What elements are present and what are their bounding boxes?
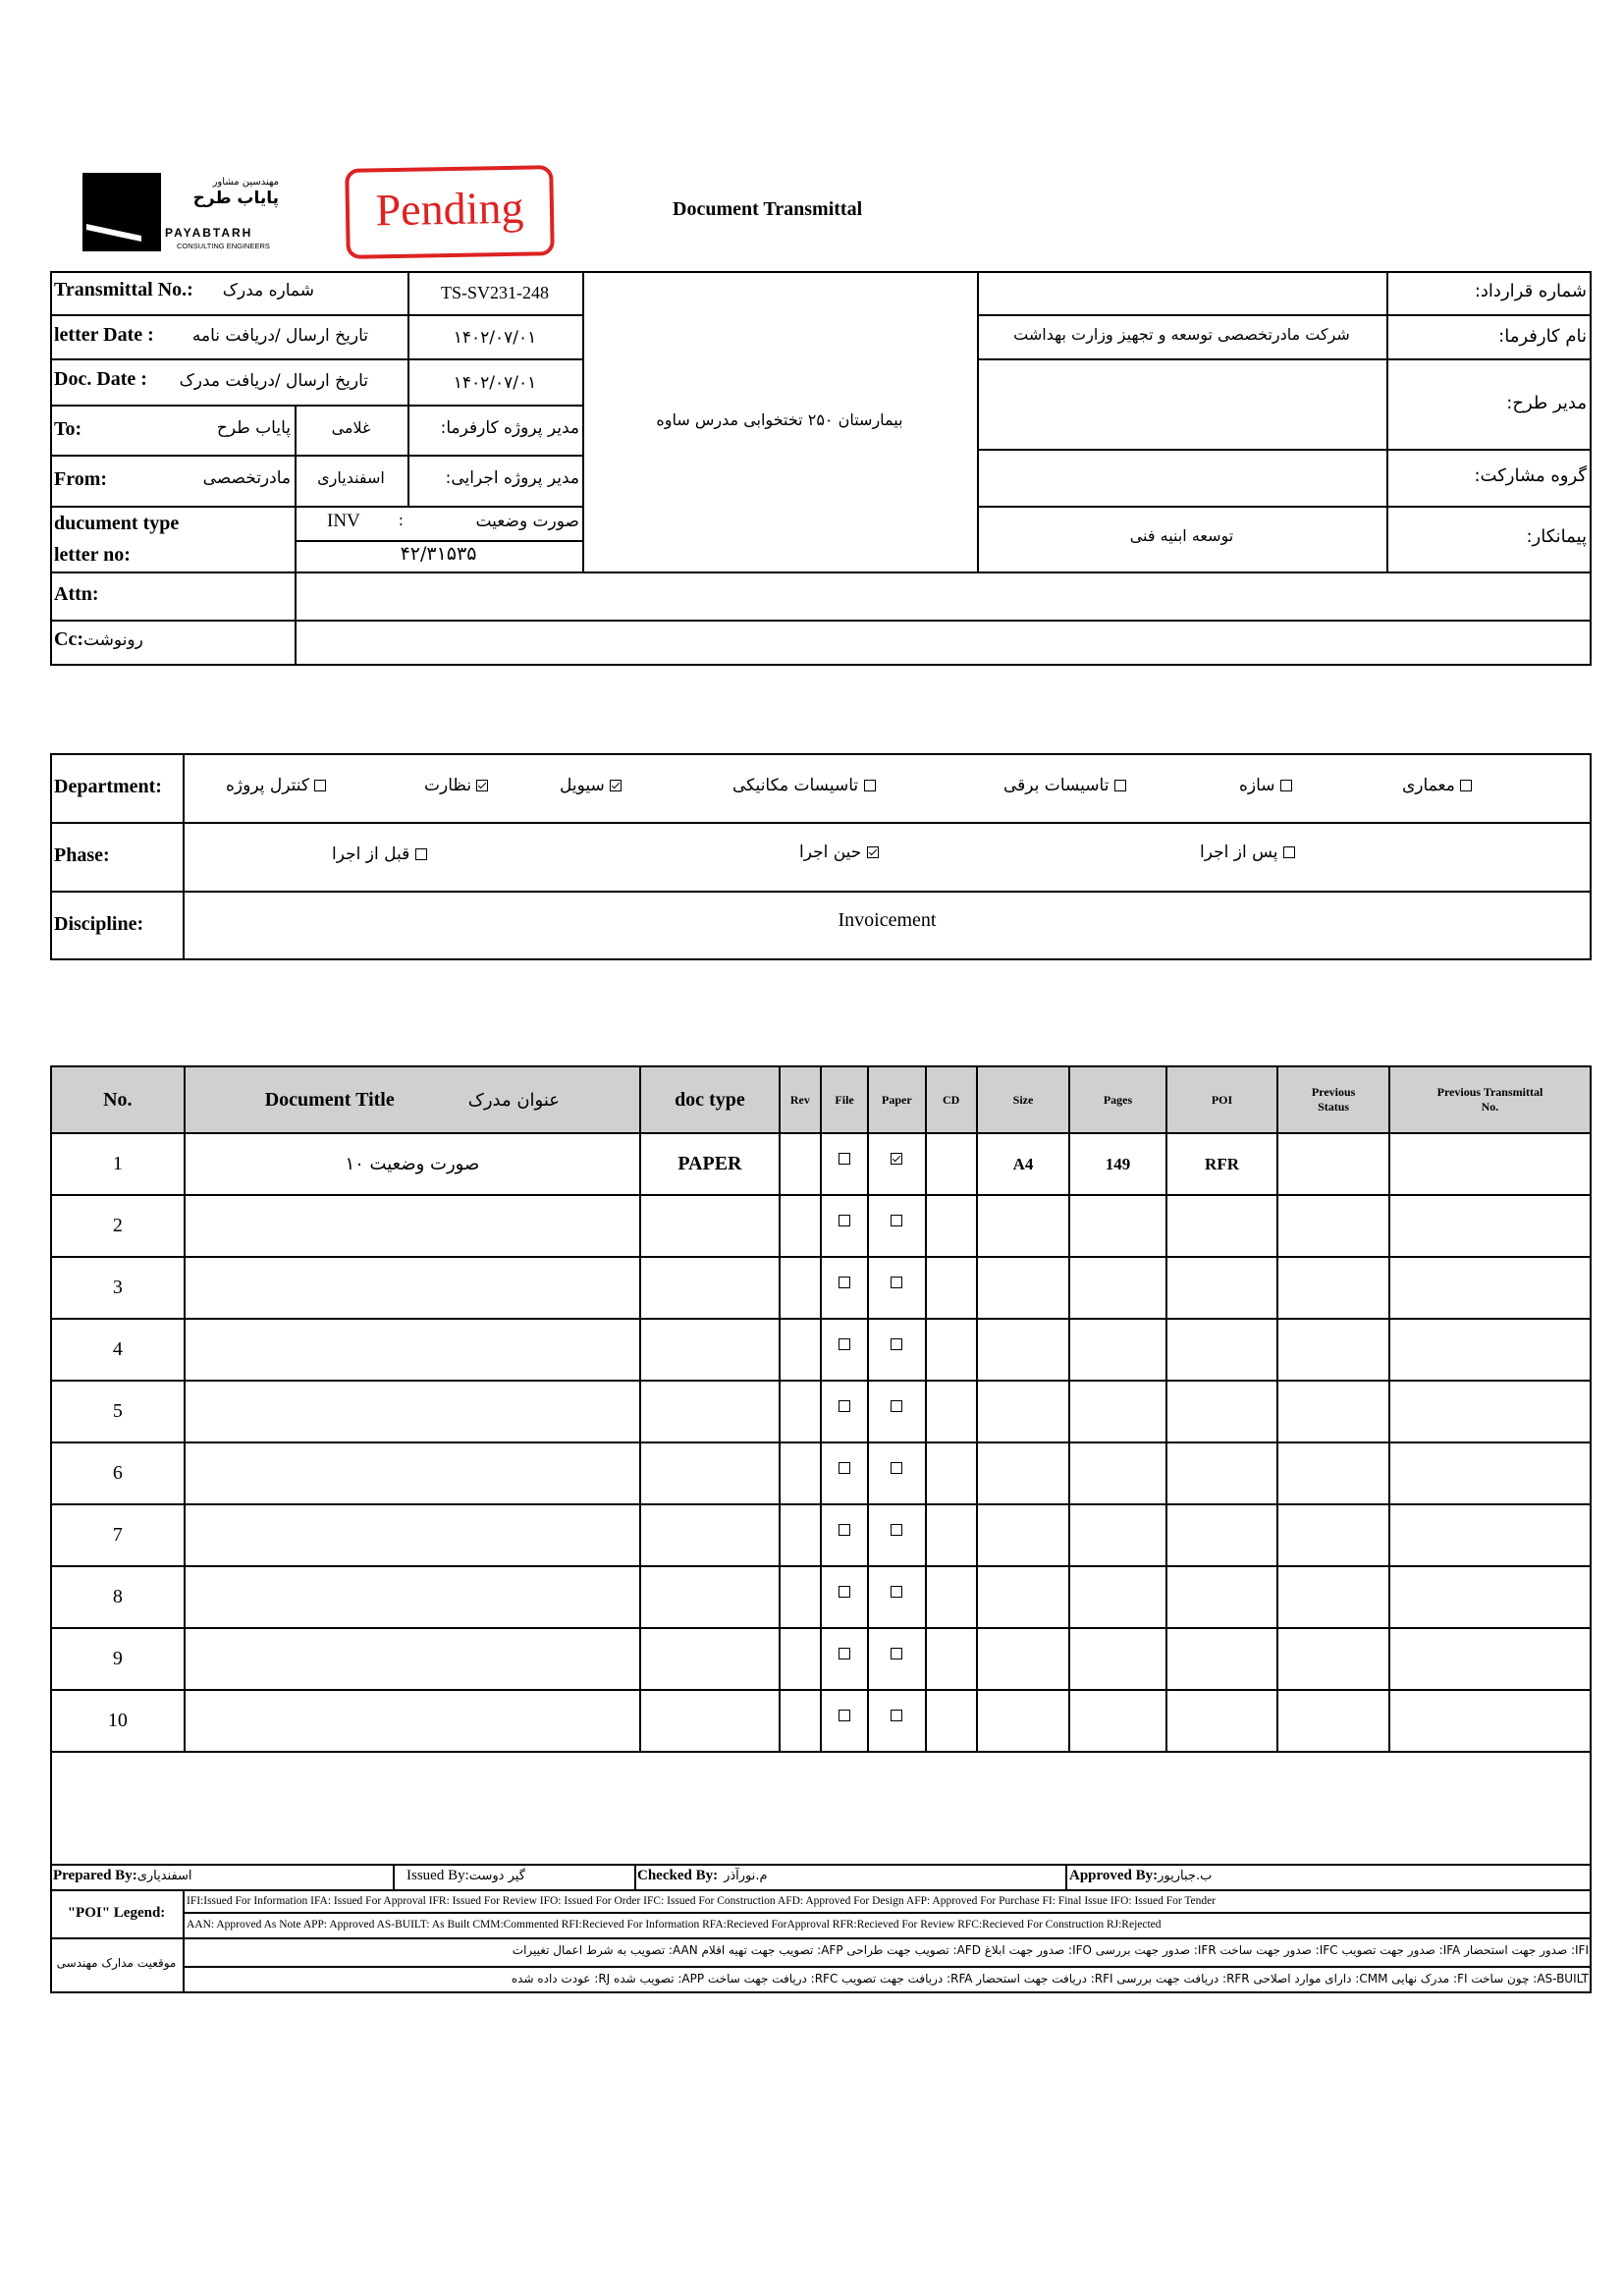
cell-document-title[interactable] (185, 1381, 640, 1442)
cell-doc-type[interactable] (640, 1690, 780, 1752)
status-legend-line-2: AS-BUILT: چون ساخت FI: مدرک نهایی CMM: دارای موارد اصلاحی RFR: دریافت جهت بررسی RFI: دریافت جهت استحضار RFA: دریافت جهت تصویب RFC: دریافت جهت ساخت APP: تصویب شده RJ: عودت داده شده (511, 1972, 1589, 1986)
logo-mark-icon (82, 173, 161, 251)
table-row (51, 1628, 1591, 1690)
document-type-value[interactable]: INV (327, 511, 360, 531)
cell-poi[interactable] (1166, 1566, 1278, 1628)
cell-rev[interactable] (780, 1566, 821, 1628)
cell-cd[interactable] (926, 1319, 977, 1381)
status-legend-line-1: IFI: صدور جهت استحضار IFA: صدور جهت تصویب IFC: صدور جهت ساخت IFR: صدور جهت بررسی IFO: صدور جهت ابلاغ AFD: تصویب جهت طراحی AFP: تصویب جهت تهیه اقلام AAN: تصویب به شرط اعمال تغییرات (512, 1943, 1589, 1957)
logo-tagline: CONSULTING ENGINEERS (177, 242, 270, 250)
checkbox-icon[interactable] (839, 1277, 850, 1288)
cell-document-title[interactable]: صورت وضعیت ۱۰ (185, 1133, 640, 1195)
cell-rev[interactable] (780, 1442, 821, 1504)
cell-paper (868, 1195, 925, 1257)
cell-poi[interactable] (1166, 1195, 1278, 1257)
cell-doc-type[interactable] (640, 1504, 780, 1566)
to-label: To: (54, 418, 82, 440)
header-size: Size (977, 1066, 1069, 1133)
header-doc-type: doc type (640, 1066, 780, 1133)
prepared-by-name: اسفندیاری (136, 1869, 192, 1883)
phase-label: Phase: (54, 844, 110, 866)
discipline-value[interactable]: Invoicement (838, 909, 937, 931)
checkbox-icon[interactable] (864, 780, 876, 791)
checkbox-icon[interactable] (839, 1462, 850, 1474)
cell-size[interactable] (977, 1504, 1069, 1566)
cell-previous-transmittal[interactable] (1389, 1504, 1591, 1566)
checkbox-checked-icon[interactable] (891, 1153, 902, 1165)
table-header-row (51, 1066, 1591, 1133)
cell-rev[interactable] (780, 1319, 821, 1381)
cell-previous-transmittal[interactable] (1389, 1319, 1591, 1381)
cell-doc-type[interactable] (640, 1195, 780, 1257)
cell-no: 9 (51, 1628, 185, 1690)
cell-no: 10 (51, 1690, 185, 1752)
cell-paper (868, 1442, 925, 1504)
document-type-label-fa: صورت وضعیت (475, 512, 579, 531)
cell-previous-transmittal[interactable] (1389, 1628, 1591, 1690)
logo-name-en: PAYABTARH (165, 226, 253, 240)
cell-cd[interactable] (926, 1257, 977, 1319)
cell-file (821, 1319, 868, 1381)
contract-no-label: شماره قرارداد: (1474, 281, 1587, 301)
issued-by-name: گیر دوست (468, 1869, 525, 1883)
project-name: بیمارستان ۲۵۰ تختخوابی مدرس ساوه (656, 410, 903, 429)
checkbox-icon[interactable] (839, 1710, 850, 1721)
items-table (50, 1065, 1592, 1753)
header-previous-status: Previous Status (1277, 1066, 1389, 1133)
cell-pages[interactable] (1069, 1504, 1166, 1566)
from-person: اسفندیاری (317, 468, 385, 487)
logo-company-fa: مهندسین مشاور (212, 177, 279, 188)
cell-doc-type[interactable] (640, 1257, 780, 1319)
cell-doc-type[interactable] (640, 1566, 780, 1628)
cell-file (821, 1257, 868, 1319)
cell-document-title[interactable] (185, 1504, 640, 1566)
from-label: From: (54, 468, 108, 490)
doc-date-label: Doc. Date : (54, 368, 147, 390)
table-row (51, 1257, 1591, 1319)
checkbox-icon[interactable] (839, 1524, 850, 1536)
letter-date-label-fa: تاریخ ارسال /دریافت نامه (191, 326, 368, 346)
checkbox-icon[interactable] (1280, 780, 1292, 791)
phase-after[interactable]: پس از اجرا (1200, 843, 1295, 862)
cell-paper (868, 1381, 925, 1442)
checked-by-name: م.نورآذر (724, 1869, 768, 1883)
cell-doc-type[interactable] (640, 1319, 780, 1381)
cell-size[interactable]: A4 (977, 1133, 1069, 1195)
cell-doc-type[interactable] (640, 1628, 780, 1690)
cell-poi[interactable] (1166, 1319, 1278, 1381)
attn-label: Attn: (54, 583, 99, 605)
doc-date-value[interactable]: ۱۴۰۲/۰۷/۰۱ (453, 373, 537, 393)
cell-no: 8 (51, 1566, 185, 1628)
cell-size[interactable] (977, 1319, 1069, 1381)
dept-structure[interactable]: سازه (1239, 776, 1292, 795)
pending-stamp: Pending (345, 165, 555, 259)
cell-file (821, 1442, 868, 1504)
to-role-label: مدیر پروژه کارفرما: (440, 418, 579, 438)
cell-file (821, 1195, 868, 1257)
cc-label-wrap (54, 628, 143, 651)
cell-rev[interactable] (780, 1381, 821, 1442)
cell-poi[interactable] (1166, 1504, 1278, 1566)
checkbox-icon[interactable] (839, 1338, 850, 1350)
cell-pages[interactable] (1069, 1381, 1166, 1442)
header-no: No. (51, 1066, 185, 1133)
cell-document-title[interactable] (185, 1257, 640, 1319)
cell-file (821, 1628, 868, 1690)
checkbox-icon[interactable] (839, 1153, 850, 1165)
cell-size[interactable] (977, 1566, 1069, 1628)
cell-previous-status[interactable] (1277, 1628, 1389, 1690)
checkbox-icon[interactable] (891, 1400, 902, 1412)
cell-poi[interactable]: RFR (1166, 1133, 1278, 1195)
cell-paper (868, 1566, 925, 1628)
checkbox-icon[interactable] (891, 1277, 902, 1288)
cell-paper (868, 1133, 925, 1195)
checkbox-icon[interactable] (1283, 846, 1295, 858)
checkbox-icon[interactable] (839, 1400, 850, 1412)
signature-row (50, 1864, 1592, 1891)
cell-previous-status[interactable] (1277, 1381, 1389, 1442)
issued-by: Issued By:گیر دوست (406, 1868, 525, 1883)
poi-legend-line-1: IFI:Issued For Information IFA: Issued For Approval IFR: Issued For Review IFO: Issued For Order IFC: Issued For Construction AFD: Approved For Design AFP: Approved For Purchase FI: Final Issue IFO: Issued For Tender (187, 1895, 1217, 1907)
checkbox-icon[interactable] (891, 1462, 902, 1474)
header-rev: Rev (780, 1066, 821, 1133)
cell-previous-status[interactable] (1277, 1442, 1389, 1504)
cell-pages[interactable] (1069, 1628, 1166, 1690)
cell-previous-status[interactable] (1277, 1319, 1389, 1381)
cell-no: 5 (51, 1381, 185, 1442)
cell-rev[interactable] (780, 1257, 821, 1319)
cell-no: 3 (51, 1257, 185, 1319)
document-title: Document Transmittal (673, 198, 863, 220)
checkbox-icon[interactable] (891, 1215, 902, 1226)
cc-label: Cc: (54, 628, 83, 650)
cell-previous-status[interactable] (1277, 1195, 1389, 1257)
header-pages: Pages (1069, 1066, 1166, 1133)
cell-previous-transmittal[interactable] (1389, 1257, 1591, 1319)
checkbox-icon[interactable] (1114, 780, 1126, 791)
header-cd: CD (926, 1066, 977, 1133)
cell-doc-type[interactable] (640, 1381, 780, 1442)
transmittal-no-value[interactable]: TS-SV231-248 (440, 283, 549, 302)
transmittal-no-label-fa: شماره مدرک (222, 281, 314, 300)
checkbox-icon[interactable] (314, 780, 326, 791)
cell-file (821, 1133, 868, 1195)
cell-rev[interactable] (780, 1133, 821, 1195)
poi-legend-label: "POI" Legend: (67, 1905, 166, 1921)
contractor-value[interactable]: توسعه ابنیه فنی (1129, 526, 1234, 545)
prepared-by: Prepared By:اسفندیاری (53, 1868, 192, 1883)
approved-by: Approved By:ب.جباریور (1069, 1868, 1213, 1883)
cell-size[interactable] (977, 1690, 1069, 1752)
letter-no-label: letter no: (54, 544, 131, 566)
partnership-group-label: گروه مشارکت: (1474, 465, 1587, 486)
cell-previous-status[interactable] (1277, 1257, 1389, 1319)
cell-rev[interactable] (780, 1504, 821, 1566)
cell-pages[interactable] (1069, 1195, 1166, 1257)
cell-cd[interactable] (926, 1628, 977, 1690)
cell-cd[interactable] (926, 1133, 977, 1195)
header-file: File (821, 1066, 868, 1133)
cell-cd[interactable] (926, 1690, 977, 1752)
cell-poi[interactable] (1166, 1628, 1278, 1690)
cell-document-title[interactable] (185, 1690, 640, 1752)
poi-legend-line-2: AAN: Approved As Note APP: Approved AS-BUILT: As Built CMM:Commented RFI:Recieved For Information RFA:Recieved ForApproval RFR:Recieved For Review RFC:Recieved For Construction RJ:Rejected (187, 1919, 1162, 1931)
cell-file (821, 1504, 868, 1566)
cell-pages[interactable] (1069, 1257, 1166, 1319)
cell-doc-type[interactable] (640, 1442, 780, 1504)
cell-cd[interactable] (926, 1381, 977, 1442)
department-label: Department: (54, 776, 162, 797)
cell-previous-transmittal[interactable] (1389, 1566, 1591, 1628)
cell-previous-transmittal[interactable] (1389, 1381, 1591, 1442)
cell-poi[interactable] (1166, 1381, 1278, 1442)
dept-project-control[interactable]: کنترل پروژه (226, 776, 326, 795)
notes-area[interactable] (50, 1751, 1592, 1866)
checked-by: Checked By: م.نورآذر (637, 1868, 768, 1883)
cell-document-title[interactable] (185, 1195, 640, 1257)
from-role-label: مدیر پروژه اجرایی: (445, 468, 579, 488)
company-logo (82, 173, 289, 256)
header-previous-transmittal: Previous Transmittal No. (1389, 1066, 1591, 1133)
letter-date-label: letter Date : (54, 324, 154, 346)
checkbox-icon[interactable] (891, 1338, 902, 1350)
table-row (51, 1504, 1591, 1566)
cell-previous-status[interactable] (1277, 1133, 1389, 1195)
dept-mechanical[interactable]: تاسیسات مکانیکی (732, 776, 876, 795)
status-legend-label: موقعیت مدارک مهندسی (56, 1956, 177, 1970)
dept-electrical[interactable]: تاسیسات برقی (1003, 776, 1126, 795)
doc-date-label-fa: تاریخ ارسال /دریافت مدرک (179, 371, 368, 391)
checkbox-icon[interactable] (839, 1215, 850, 1226)
cell-document-title[interactable] (185, 1566, 640, 1628)
cell-paper (868, 1319, 925, 1381)
checkbox-icon[interactable] (891, 1524, 902, 1536)
cell-document-title[interactable] (185, 1442, 640, 1504)
cell-previous-transmittal[interactable] (1389, 1690, 1591, 1752)
attn-field[interactable] (297, 573, 1589, 618)
cell-paper (868, 1257, 925, 1319)
table-row (51, 1195, 1591, 1257)
transmittal-no-label: Transmittal No.: (54, 279, 193, 300)
cell-doc-type[interactable]: PAPER (640, 1133, 780, 1195)
header-poi: POI (1166, 1066, 1278, 1133)
checkbox-icon[interactable] (415, 848, 427, 860)
checkbox-icon[interactable] (839, 1586, 850, 1598)
document-type-label: ducument type (54, 513, 180, 534)
phase-before[interactable]: قبل از اجرا (332, 844, 427, 864)
cell-document-title[interactable] (185, 1319, 640, 1381)
cell-cd[interactable] (926, 1504, 977, 1566)
header-title-fa: عنوان مدرک (467, 1089, 561, 1111)
cell-no: 2 (51, 1195, 185, 1257)
cell-no: 4 (51, 1319, 185, 1381)
approved-by-name: ب.جباریور (1158, 1869, 1213, 1883)
phase-during[interactable]: حین اجرا (799, 843, 879, 862)
document-type-sep: : (399, 511, 404, 529)
cell-no: 7 (51, 1504, 185, 1566)
cell-pages[interactable] (1069, 1690, 1166, 1752)
cell-file (821, 1381, 868, 1442)
checkbox-icon[interactable] (891, 1648, 902, 1659)
header-paper: Paper (868, 1066, 925, 1133)
logo-name-fa: پایاب طرح (192, 189, 279, 208)
letter-no-value[interactable]: ۴۲/۳۱۵۳۵ (400, 543, 477, 565)
table-row (51, 1442, 1591, 1504)
header-title-en: Document Title (264, 1088, 395, 1111)
checkbox-icon[interactable] (839, 1648, 850, 1659)
table-row (51, 1381, 1591, 1442)
cell-file (821, 1690, 868, 1752)
cell-previous-status[interactable] (1277, 1566, 1389, 1628)
cell-previous-status[interactable] (1277, 1504, 1389, 1566)
to-person: غلامی (331, 418, 371, 437)
project-manager-label: مدیر طرح: (1506, 393, 1587, 413)
cell-poi[interactable] (1166, 1442, 1278, 1504)
cell-cd[interactable] (926, 1442, 977, 1504)
checkbox-icon[interactable] (891, 1710, 902, 1721)
cell-previous-transmittal[interactable] (1389, 1195, 1591, 1257)
cell-no: 1 (51, 1133, 185, 1195)
cc-label-fa: رونوشت (82, 630, 143, 650)
table-row (51, 1690, 1591, 1752)
letter-date-value[interactable]: ۱۴۰۲/۰۷/۰۱ (453, 328, 537, 348)
cell-previous-status[interactable] (1277, 1690, 1389, 1752)
cell-document-title[interactable] (185, 1628, 640, 1690)
dept-civil[interactable]: سیویل (560, 776, 622, 795)
from-value: مادرتخصصی (202, 468, 291, 488)
checkbox-icon[interactable] (891, 1586, 902, 1598)
cell-no: 6 (51, 1442, 185, 1504)
cell-size[interactable] (977, 1195, 1069, 1257)
checkbox-checked-icon[interactable] (867, 846, 879, 858)
cell-pages[interactable]: 149 (1069, 1133, 1166, 1195)
cell-file (821, 1566, 868, 1628)
dept-architecture[interactable]: معماری (1402, 776, 1472, 795)
cell-cd[interactable] (926, 1195, 977, 1257)
employer-label: نام کارفرما: (1498, 326, 1587, 347)
cell-previous-transmittal[interactable] (1389, 1442, 1591, 1504)
items-table-body (51, 1133, 1591, 1752)
employer-value[interactable]: شرکت مادرتخصصی توسعه و تجهیز وزارت بهداشت (1013, 325, 1350, 344)
cc-field[interactable] (297, 622, 1589, 664)
table-row (51, 1319, 1591, 1381)
cell-rev[interactable] (780, 1690, 821, 1752)
header-document-title (185, 1066, 640, 1133)
cell-poi[interactable] (1166, 1690, 1278, 1752)
checkbox-checked-icon[interactable] (476, 780, 488, 791)
contractor-label: پیمانکار: (1526, 526, 1587, 547)
cell-paper (868, 1690, 925, 1752)
checkbox-checked-icon[interactable] (610, 780, 622, 791)
cell-paper (868, 1504, 925, 1566)
cell-size[interactable] (977, 1257, 1069, 1319)
discipline-label: Discipline: (54, 913, 144, 935)
cell-cd[interactable] (926, 1566, 977, 1628)
to-value: پایاب طرح (216, 418, 291, 438)
cell-paper (868, 1628, 925, 1690)
cell-rev[interactable] (780, 1628, 821, 1690)
table-row (51, 1133, 1591, 1195)
cell-poi[interactable] (1166, 1257, 1278, 1319)
dept-supervision[interactable]: نظارت (424, 776, 488, 795)
cell-pages[interactable] (1069, 1319, 1166, 1381)
cell-pages[interactable] (1069, 1566, 1166, 1628)
cell-size[interactable] (977, 1381, 1069, 1442)
cell-size[interactable] (977, 1442, 1069, 1504)
table-row (51, 1566, 1591, 1628)
cell-size[interactable] (977, 1628, 1069, 1690)
checkbox-icon[interactable] (1460, 780, 1472, 791)
cell-rev[interactable] (780, 1195, 821, 1257)
cell-pages[interactable] (1069, 1442, 1166, 1504)
cell-previous-transmittal[interactable] (1389, 1133, 1591, 1195)
